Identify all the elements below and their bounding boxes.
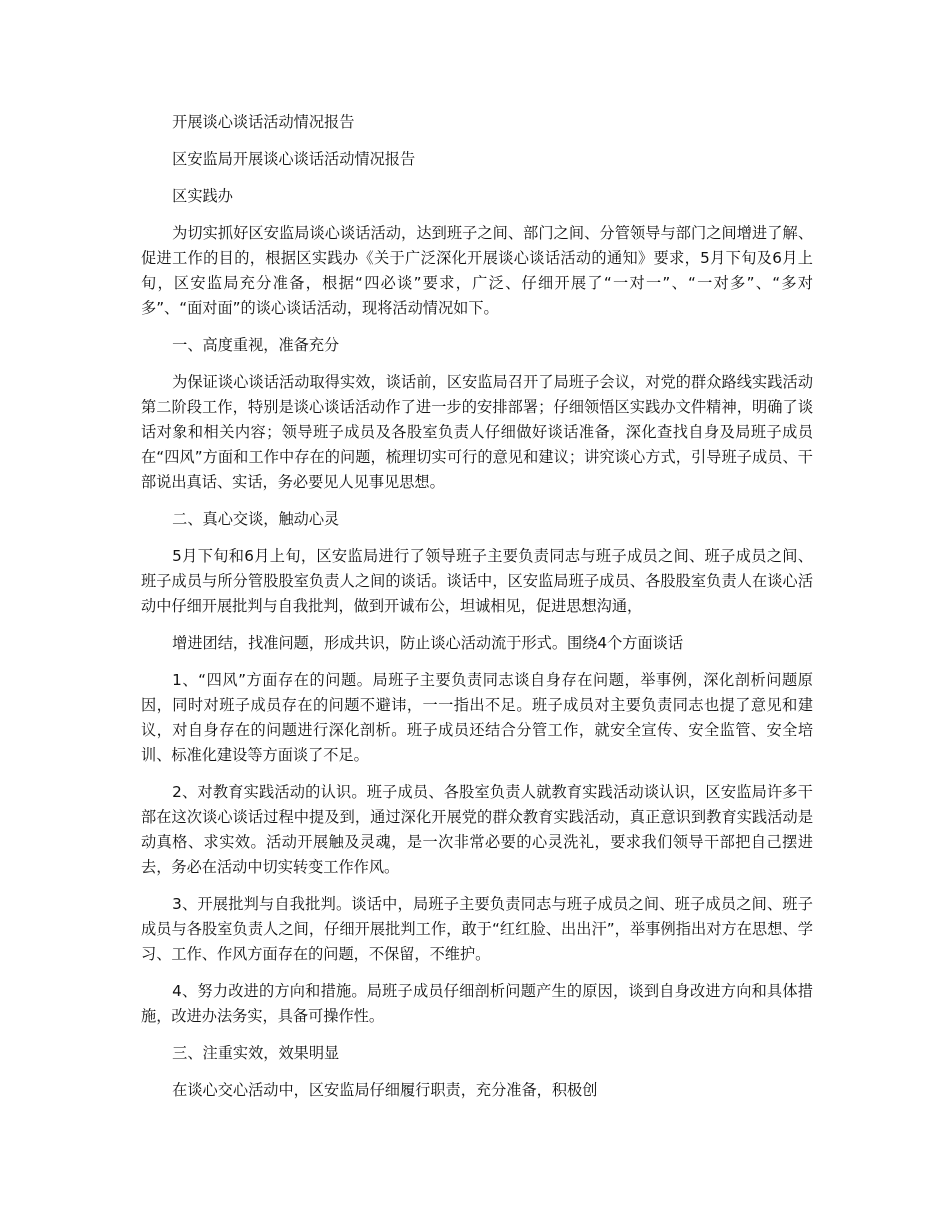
- section-2-heading: 二、真心交谈，触动心灵: [172, 510, 340, 528]
- section-3-paragraph: 在谈心交心活动中，区安监局仔细履行职责，充分准备，积极创: [172, 1081, 598, 1099]
- section-2-paragraph: 5月下旬和6月上旬，区安监局进行了领导班子主要负责同志与班子成员之间、班子成员之间、班子成员与所分管股股室负责人之间的谈话。谈话中，区安监局班子成员、各股股室负责人在谈心活动中仔细开展批判与自我批判，做到开诚布公，坦诚相见，促进思想沟通，: [141, 547, 813, 615]
- item-2-paragraph: 2、对教育实践活动的认识。班子成员、各股室负责人就教育实践活动谈认识，区安监局许多干部在这次谈心谈话过程中提及到，通过深化开展党的群众教育实践活动，真正意识到教育实践活动是动真格、求实效。活动开展触及灵魂，是一次非常必要的心灵洗礼，要求我们领导干部把自己摆进去，务必在活动中切实转变工作作风。: [141, 783, 813, 876]
- item-4-paragraph: 4、努力改进的方向和措施。局班子成员仔细剖析问题产生的原因，谈到自身改进方向和具体措施，改进办法务实，具备可操作性。: [141, 982, 813, 1025]
- section-1-paragraph: 为保证谈心谈话活动取得实效，谈话前，区安监局召开了局班子会议，对党的群众路线实践活动第二阶段工作，特别是谈心谈话活动作了进一步的安排部署；仔细领悟区实践办文件精神，明确了谈话对象和相关内容；领导班子成员及各股室负责人仔细做好谈话准备，深化查找自身及局班子成员在“四风”方面和工作中存在的问题，梳理切实可行的意见和建议；讲究谈心方式，引导班子成员、干部说出真话、实话，务必要见人见事见思想。: [141, 373, 813, 491]
- document-page: [141, 110, 813, 1115]
- section-2-continuation: 增进团结，找准问题，形成共识，防止谈心活动流于形式。围绕4个方面谈话: [172, 634, 684, 652]
- intro-paragraph: 为切实抓好区安监局谈心谈话活动，达到班子之间、部门之间、分管领导与部门之间增进了解、促进工作的目的，根据区实践办《关于广泛深化开展谈心谈话活动的通知》要求，5月下旬及6月上旬，区安监局充分准备，根据“四必谈”要求，广泛、仔细开展了“一对一”、“一对多”、“多对多”、“面对面”的谈心谈话活动，现将活动情况如下。: [141, 224, 813, 317]
- section-3-heading: 三、注重实效，效果明显: [172, 1044, 340, 1062]
- item-1-paragraph: 1、“四风”方面存在的问题。局班子主要负责同志谈自身存在问题，举事例，深化剖析问题原因，同时对班子成员存在的问题不避讳，一一指出不足。班子成员对主要负责同志也提了意见和建议，对自身存在的问题进行深化剖析。班子成员还结合分管工作，就安全宣传、安全监管、安全培训、标准化建设等方面谈了不足。: [141, 671, 813, 764]
- item-3-paragraph: 3、开展批判与自我批判。谈话中，局班子主要负责同志与班子成员之间、班子成员之间、班子成员与各股室负责人之间，仔细开展批判工作，敢于“红红脸、出出汗”，举事例指出对方在思想、学习、工作、作风方面存在的问题，不保留，不维护。: [141, 895, 813, 963]
- document-subtitle: 区安监局开展谈心谈话活动情况报告: [172, 150, 416, 168]
- document-title: 开展谈心谈话活动情况报告: [172, 113, 355, 131]
- section-1-heading: 一、高度重视，准备充分: [172, 336, 340, 354]
- document-author: 区实践办: [172, 187, 233, 205]
